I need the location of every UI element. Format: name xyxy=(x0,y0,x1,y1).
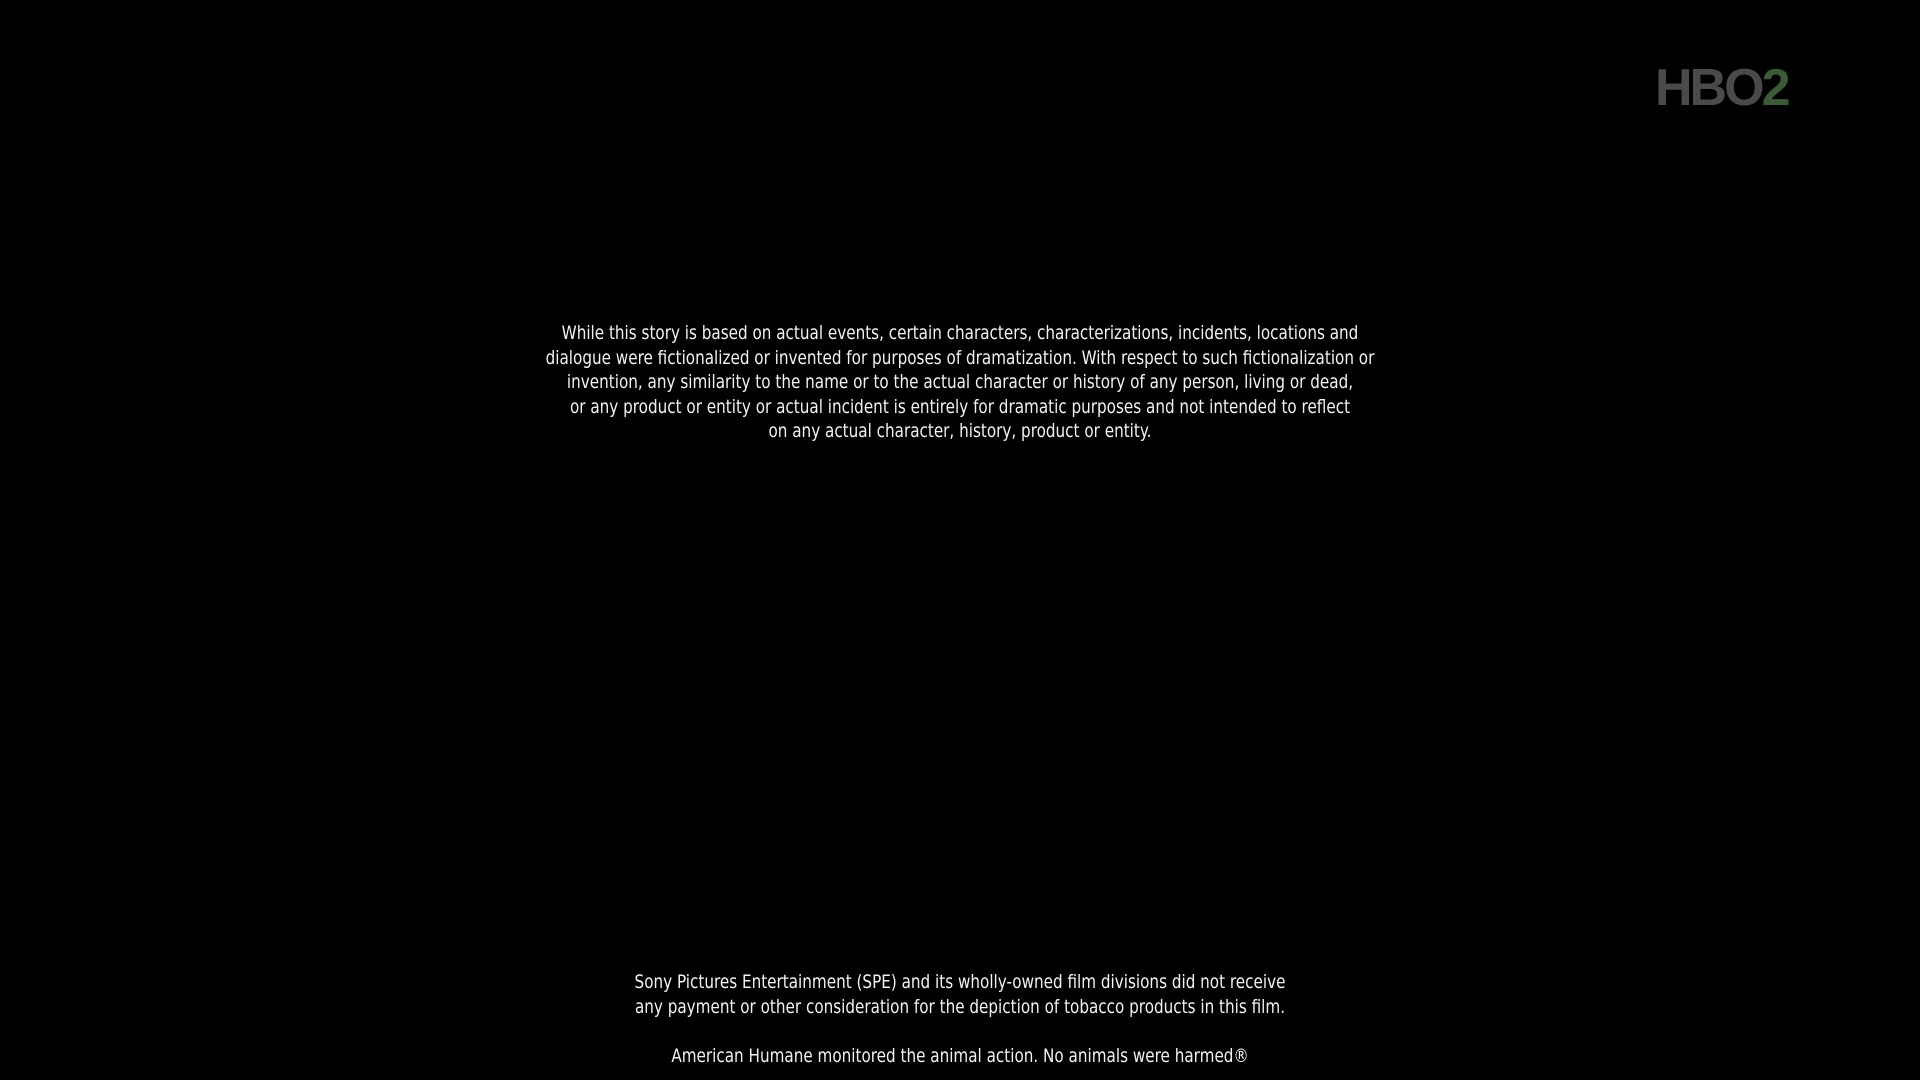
disclaimer-line: While this story is based on actual events, certain characters, characterizations, incidents, locations and xyxy=(561,322,1359,344)
tobacco-disclaimer xyxy=(480,970,1440,1019)
animal-welfare-disclaimer xyxy=(480,1044,1440,1080)
disclaimer-line: or any product or entity or actual incident is entirely for dramatic purposes and not intended to reflect xyxy=(569,395,1351,418)
disclaimer-line: any payment or other consideration for the depiction of tobacco products in this film. xyxy=(634,995,1286,1018)
logo-number: 2 xyxy=(1761,60,1788,112)
svg-text:HBO2 xyxy=(1655,60,1789,112)
hbo2-channel-logo xyxy=(1655,60,1795,112)
disclaimer-line: invention, any similarity to the name or to the actual character or history of any person, living or dead, xyxy=(566,371,1354,393)
disclaimer-line: Sony Pictures Entertainment (SPE) and its wholly-owned film divisions did not receive xyxy=(634,971,1286,993)
logo-letters: HBO xyxy=(1655,60,1762,112)
disclaimer-line: on any actual character, history, product or entity. xyxy=(768,420,1152,442)
fictionalization-disclaimer xyxy=(480,321,1440,444)
disclaimer-line: dialogue were fictionalized or invented for purposes of dramatization. With respect to such fictionalization or xyxy=(545,346,1375,369)
disclaimer-line: American Humane monitored the animal action. No animals were harmed® xyxy=(671,1045,1249,1067)
